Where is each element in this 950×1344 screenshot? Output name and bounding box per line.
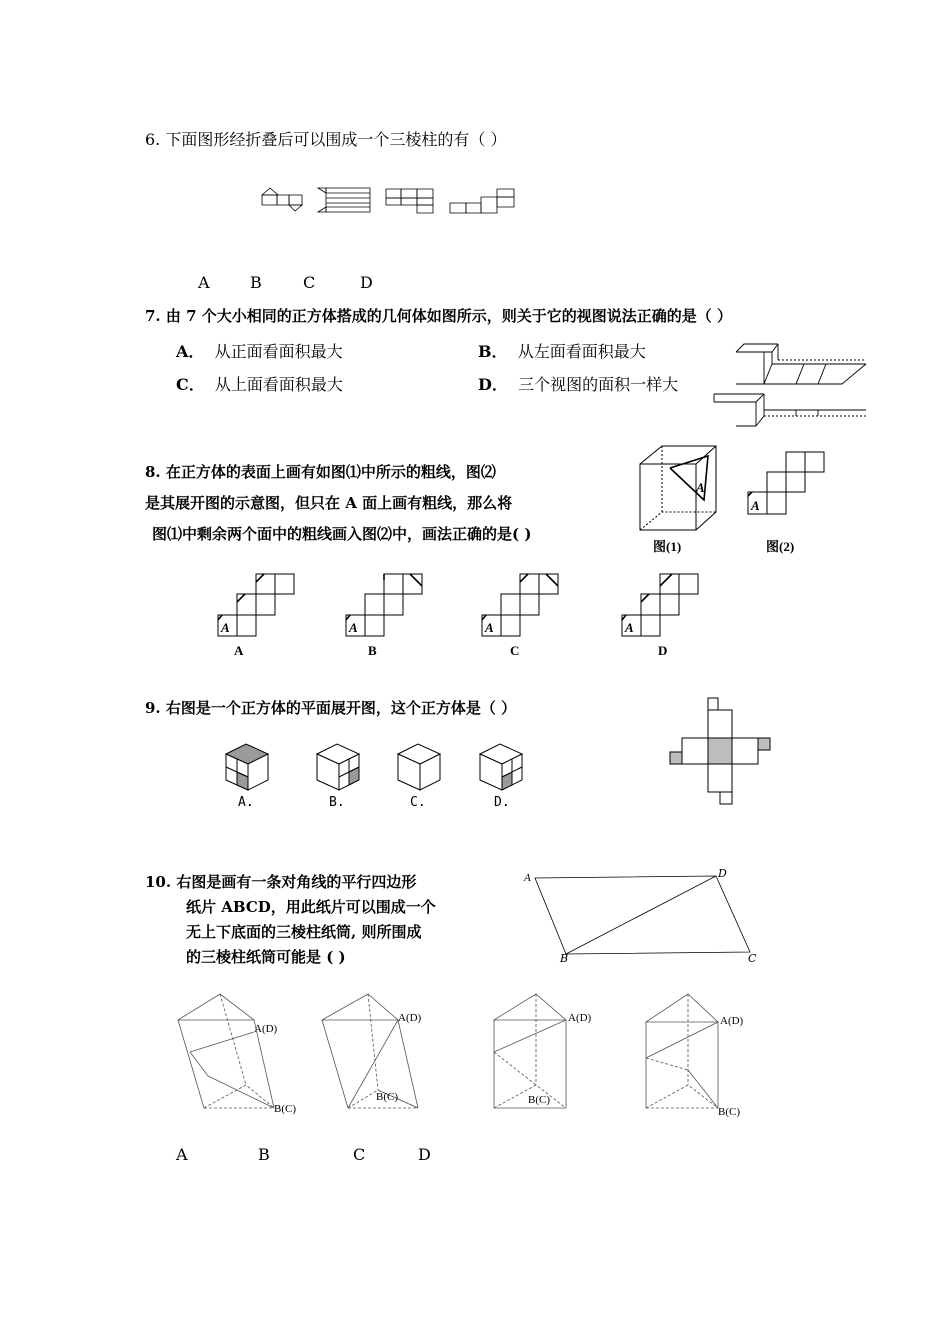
q8-question-line3: 图⑴中剩余两个面中的粗线画入图⑵中，画法正确的是( )	[152, 525, 532, 543]
q8-option-a-net	[216, 572, 296, 638]
q10-option-a-top-point: A(D)	[254, 1023, 278, 1035]
q9-option-d-cube	[478, 742, 526, 794]
q9-option-c-cube	[396, 742, 444, 794]
q8-question-line1: 8. 在正方体的表面上画有如图⑴中所示的粗线，图⑵	[145, 463, 496, 481]
q10-option-c-bottom-point: B(C)	[528, 1094, 550, 1106]
q10-label-a: A	[176, 1145, 188, 1164]
q7-option-c-text: 从上面看面积最大	[214, 375, 343, 394]
q6-nets-figure	[258, 185, 520, 217]
q8-option-d-net	[620, 572, 700, 638]
q9-label-c: C.	[410, 795, 426, 810]
q7-option-a-text: 从正面看面积最大	[214, 342, 343, 361]
q7-option-b-key: B．	[478, 342, 508, 361]
q10-vertex-c: C	[748, 952, 757, 965]
q6-label-b: B	[250, 273, 262, 292]
q6-label-c: C	[303, 273, 316, 292]
q10-vertex-b: B	[560, 952, 569, 965]
q8-fig1-caption: 图(1)	[653, 539, 682, 554]
q6-question: 6. 下面图形经折叠后可以围成一个三棱柱的有（ ）	[145, 130, 507, 149]
q10-vertex-d: D	[718, 867, 727, 880]
q10-option-c-prism	[490, 990, 620, 1120]
q8-question-line2: 是其展开图的示意图，但只在 A 面上画有粗线，那么将	[145, 494, 513, 512]
q7-option-d-key: D．	[478, 375, 508, 394]
q10-question-line3: 无上下底面的三棱柱纸筒, 则所围成	[186, 923, 422, 941]
q10-option-b-prism	[318, 990, 438, 1120]
q10-label-d: D	[418, 1145, 431, 1164]
q10-vertex-a: A	[524, 872, 531, 884]
q10-parallelogram-figure	[520, 866, 760, 964]
q10-question-line2: 纸片 ABCD，用此纸片可以围成一个	[186, 898, 436, 916]
q8-label-d: D	[658, 643, 668, 658]
q8-net-face-label: A	[751, 498, 760, 513]
q8-option-c-face: A	[485, 620, 494, 635]
q8-label-a: A	[234, 643, 244, 658]
q9-net-figure	[668, 696, 772, 808]
q7-option-b-text: 从左面看面积最大	[517, 342, 646, 361]
q7-option-a	[176, 339, 343, 362]
q9-option-a-cube	[224, 742, 272, 794]
q8-net-figure	[746, 450, 826, 518]
q10-option-b-bottom-point: B(C)	[376, 1091, 398, 1103]
q9-question: 9. 右图是一个正方体的平面展开图，这个正方体是（ ）	[145, 699, 517, 717]
q8-option-b-net	[344, 572, 424, 638]
q10-option-a-bottom-point: B(C)	[274, 1103, 296, 1115]
q7-question: 7. 由 7 个大小相同的正方体搭成的几何体如图所示，则关于它的视图说法正确的是（ ）	[145, 307, 732, 325]
q8-cube-figure	[638, 444, 720, 532]
q10-option-c-top-point: A(D)	[568, 1012, 592, 1024]
q8-option-b-face: A	[349, 620, 358, 635]
q7-option-d-text: 三个视图的面积一样大	[518, 375, 679, 394]
q10-label-b: B	[258, 1145, 270, 1164]
q10-option-b-top-point: A(D)	[398, 1012, 422, 1024]
q8-option-d-face: A	[625, 620, 634, 635]
q9-label-a: A.	[238, 795, 254, 810]
q8-option-c-net	[480, 572, 560, 638]
q10-question-line1: 10. 右图是画有一条对角线的平行四边形	[145, 873, 417, 891]
q6-label-a: A	[198, 273, 210, 292]
q8-cube-face-label: A	[696, 480, 705, 495]
q7-option-b	[478, 339, 646, 362]
q9-label-d: D.	[494, 795, 510, 810]
q7-option-c-key: C．	[176, 375, 205, 394]
q7-option-a-key: A．	[176, 342, 205, 361]
q10-option-d-top-point: A(D)	[720, 1015, 744, 1027]
q6-label-d: D	[360, 273, 373, 292]
q7-option-d	[478, 372, 678, 395]
q7-cube-solid-figure	[706, 336, 870, 434]
q9-option-b-cube	[315, 742, 363, 794]
q8-option-a-face: A	[221, 620, 230, 635]
q8-label-b: B	[368, 643, 377, 658]
q10-option-a-prism	[170, 990, 310, 1120]
q10-label-c: C	[353, 1145, 366, 1164]
q8-fig2-caption: 图(2)	[766, 539, 795, 554]
q10-question-line4: 的三棱柱纸筒可能是 ( )	[186, 948, 346, 966]
q9-label-b: B.	[329, 795, 345, 810]
q10-option-d-prism	[644, 990, 764, 1120]
q10-option-d-bottom-point: B(C)	[718, 1106, 740, 1118]
q7-option-c	[176, 372, 343, 395]
q8-label-c: C	[510, 643, 520, 658]
